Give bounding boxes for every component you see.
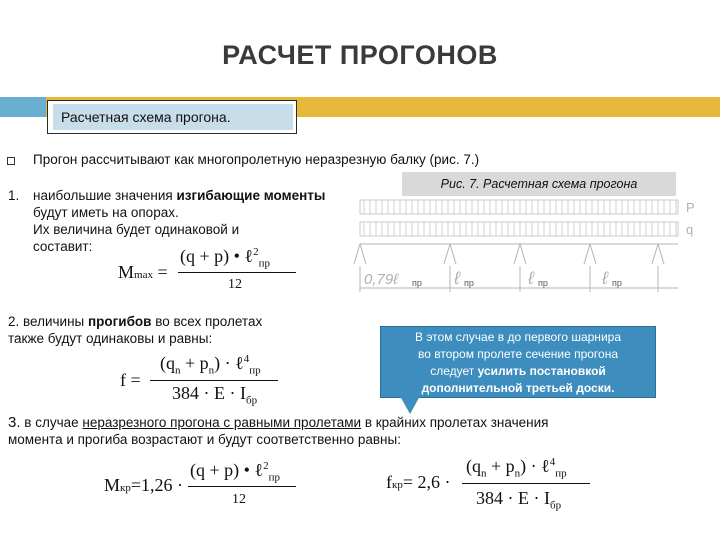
formula1-sub: пр — [258, 257, 270, 270]
formula3-denominator: 12 — [232, 492, 246, 507]
item1-number: 1. — [8, 188, 20, 203]
f4-n1: n — [481, 467, 487, 480]
formula2-lhs: f = — [120, 370, 141, 390]
item3-line2: момента и прогиба возрастают и будут соответственно равны: — [8, 432, 401, 447]
formula2-fraction-line — [150, 380, 278, 381]
formula1-lhs: M — [118, 262, 135, 282]
f2-n2: n — [208, 364, 215, 377]
item2-rest: во всех пролетах — [151, 314, 263, 329]
f2-den-sub: бр — [245, 394, 258, 407]
support-3-icon — [514, 244, 526, 264]
callout-line3: следует — [430, 364, 478, 378]
span-4-label: ℓ — [602, 268, 608, 288]
span-2-sub: пр — [464, 278, 474, 288]
f2-den: 384 · E · I — [172, 383, 246, 403]
f2-sub: пр — [249, 364, 261, 377]
accent-bar-teal — [0, 97, 46, 117]
intro-text: Прогон рассчитывают как многопролетную неразрезную балку (рис. 7.) — [33, 152, 480, 167]
span-3-label: ℓ — [528, 268, 534, 288]
label-q: q — [686, 222, 694, 237]
formula-mmax — [118, 262, 168, 283]
item2-line2: также будут одинаковы и равны: — [8, 331, 213, 346]
subtitle: Расчетная схема прогона. — [53, 104, 293, 130]
formula1-eq: = — [157, 262, 168, 282]
f4-sub: пр — [555, 467, 567, 480]
load-p-band — [360, 200, 678, 214]
label-p: P — [686, 200, 695, 215]
item3-underlined: неразрезного прогона с равными пролетами — [82, 415, 362, 430]
formula1-fraction-line — [178, 272, 296, 273]
support-5-icon — [652, 244, 664, 264]
callout-line2: во втором пролете сечение прогона — [417, 347, 619, 361]
f3-lhs-sub: кр — [120, 482, 131, 494]
formula1-num: (q + p) • ℓ — [180, 246, 254, 266]
f4-n2: n — [514, 467, 521, 480]
f4-mid: + p — [486, 456, 515, 476]
item1-line4: составит: — [33, 239, 93, 254]
formula3-fraction-line — [188, 486, 296, 487]
support-1-icon — [354, 244, 366, 264]
f4-lhs-sub: кр — [392, 479, 403, 491]
item1-text — [33, 187, 333, 255]
formula2-denominator — [172, 383, 257, 407]
load-q-band — [360, 222, 678, 236]
formula2-numerator — [160, 353, 261, 377]
beam-diagram — [350, 196, 695, 296]
formula3-numerator — [190, 460, 280, 484]
span-3-sub: пр — [538, 278, 548, 288]
f2-end: ) · ℓ — [214, 353, 244, 373]
f4-den: 384 · E · I — [476, 488, 550, 508]
f3-sub: пр — [268, 471, 280, 484]
callout-note — [380, 326, 656, 398]
f3-num: (q + p) • ℓ — [190, 460, 264, 480]
item1-bold: изгибающие моменты — [176, 188, 326, 203]
f4-end: ) · ℓ — [520, 456, 550, 476]
support-2-icon — [444, 244, 456, 264]
item3-pre: в случае — [20, 415, 83, 430]
formula4-denominator — [476, 488, 561, 512]
span-4-sub: пр — [612, 278, 622, 288]
formula1-numerator — [180, 246, 270, 270]
f2-mid: + p — [180, 353, 209, 373]
formula-fkr — [386, 472, 451, 493]
item2-bold: прогибов — [88, 314, 152, 329]
support-4-icon — [584, 244, 596, 264]
item3-number: 3. — [8, 414, 21, 431]
formula4-fraction-line — [462, 483, 590, 484]
f3-lhs: M — [104, 475, 121, 495]
f4-lhs: f — [386, 472, 392, 492]
item3-rest: в крайних пролетах значения — [361, 415, 549, 430]
item2-text — [8, 313, 338, 347]
item3-text — [8, 414, 708, 448]
callout-line4: дополнительной третьей доски. — [421, 381, 615, 395]
item1-line3: Их величина будет одинаковой и — [33, 222, 240, 237]
f4-num: (q — [466, 456, 481, 476]
item2-pre: 2. величины — [8, 314, 88, 329]
f4-eq: = 2,6 · — [402, 472, 451, 492]
f4-sup: 4 — [549, 456, 556, 468]
formula1-lhs-sub: max — [134, 269, 153, 281]
callout-line3-bold: усилить постановкой — [477, 364, 606, 378]
item1-pre: наибольшие значения — [33, 188, 177, 203]
f4-den-sub: бр — [549, 499, 562, 512]
callout-pointer — [400, 396, 420, 414]
formula4-numerator — [466, 456, 567, 480]
f3-eq: =1,26 · — [130, 475, 184, 495]
callout-line1: В этом случае в до первого шарнира — [414, 330, 621, 344]
span-1-label: 0,79ℓ — [364, 271, 399, 288]
figure-caption: Рис. 7. Расчетная схема прогона — [402, 172, 676, 196]
bullet-square-icon — [7, 157, 15, 165]
formula1-sup: 2 — [253, 246, 259, 258]
f2-n1: n — [175, 364, 181, 377]
formula1-denominator: 12 — [228, 277, 242, 292]
item1-rest: будут иметь на опорах. — [33, 205, 179, 220]
f2-sup: 4 — [243, 353, 250, 365]
span-2-label: ℓ — [454, 268, 460, 288]
span-1-sub: пр — [412, 278, 422, 288]
formula-mkr — [104, 475, 183, 496]
f2-num: (q — [160, 353, 175, 373]
f3-sup: 2 — [263, 460, 269, 472]
slide-title: РАСЧЕТ ПРОГОНОВ — [222, 40, 498, 70]
